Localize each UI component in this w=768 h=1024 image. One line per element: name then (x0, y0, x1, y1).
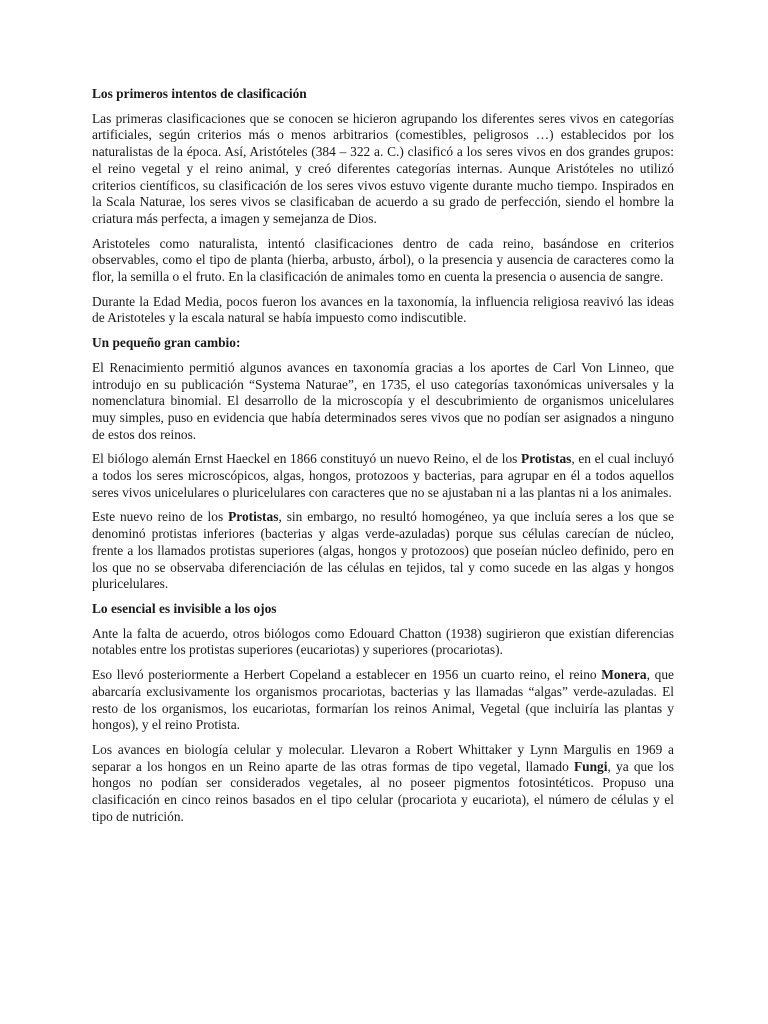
paragraph (92, 236, 674, 286)
paragraph-text: Los avances en biología celular y molecular. Llevaron a Robert Whittaker y Lynn Margulis en 1969 a separar a los hongos en un Reino aparte de las otras formas de tipo vegetal, llamado (92, 741, 674, 774)
paragraph-text: El biólogo alemán Ernst Haeckel en 1866 constituyó un nuevo Reino, el de los (92, 451, 522, 467)
paragraph-text: Las primeras clasificaciones que se conocen se hicieron agrupando los diferentes seres vivos en categorías artificiales, según criterios más o menos arbitrarios (comestibles, peligrosos …) establecidos por los naturalistas de la época. Así, Aristóteles (384 – 322 a. C.) clasificó a los seres vivos en dos grandes grupos: el reino vegetal y el reino animal, y creó diferentes categorías internas. Aunque Aristóteles no utilizó criterios científicos, su clasificación de los seres vivos estuvo vigente durante mucho tiempo. Inspirados en la Scala Naturae, los seres vivos se clasificaban de acuerdo a su grado de perfección, siendo el hombre la criatura más perfecta, a imagen y semejanza de Dios. (92, 110, 674, 226)
section-heading: Lo esencial es invisible a los ojos (92, 600, 277, 616)
paragraph-text: Este nuevo reino de los (92, 509, 229, 525)
paragraph (92, 509, 674, 593)
paragraph-text: Durante la Edad Media, pocos fueron los avances en la taxonomía, la influencia religiosa reavivó las ideas de Aristoteles y la escala natural se había impuesto como indiscutible. (92, 293, 674, 326)
paragraph-text: Eso llevó posteriormente a Herbert Copeland a establecer en 1956 un cuarto reino, el reino (92, 667, 602, 683)
paragraph (92, 111, 674, 228)
paragraph-text: Aristoteles como naturalista, intentó clasificaciones dentro de cada reino, basándose en criterios observables, como el tipo de planta (hierba, arbusto, árbol), o la presencia y ausencia de caracteres como la flor, la semilla o el fruto. En la clasificación de animales tomo en cuenta la presencia o ausencia de sangre. (92, 235, 674, 285)
bold-term: Protistas (521, 451, 572, 467)
paragraph-text: , en el cual incluyó a todos los seres microscópicos, algas, hongos, protozoos y bacterias, para agrupar en él a todos aquellos seres vivos unicelulares o pluricelulares con caracteres que no se ajustaban ni a las plantas ni a los animales. (92, 451, 674, 500)
document-page (92, 86, 674, 833)
paragraph-text: El Renacimiento permitió algunos avances en taxonomía gracias a los aportes de Carl Von Linneo, que introdujo en su publicación “Systema Naturae”, en 1735, el uso categorías taxonómicas universales y la nomenclatura binomial. El desarrollo de la microscopía y el descubrimiento de organismos unicelulares muy simples, puso en evidencia que había determinados seres vivos que no podían ser asignados a ninguno de estos dos reinos. (92, 359, 674, 442)
paragraph-text: , ya que los hongos no podían ser considerados vegetales, al no poseer pigmentos fotosintéticos. Propuso una clasificación en cinco reinos basados en el tipo celular (procariota y eucariota), el número de células y el tipo de nutrición. (92, 758, 674, 824)
section-heading: Los primeros intentos de clasificación (92, 86, 307, 101)
paragraph (92, 667, 674, 734)
paragraph-text: , que abarcaría exclusivamente los organismos procariotas, bacterias y las llamadas “algas” verde-azuladas. El resto de los organismos, los eucariotas, formarían los reinos Animal, Vegetal (que incluiría las plantas y hongos), y el reino Protista. (92, 667, 674, 733)
section-heading: Un pequeño gran cambio: (92, 335, 241, 351)
paragraph-text: Ante la falta de acuerdo, otros biólogos como Edouard Chatton (1938) sugirieron que existían diferencias notables entre los protistas superiores (eucariotas) y superiores (procariotas). (92, 625, 674, 658)
paragraph (92, 451, 674, 501)
paragraph (92, 360, 674, 444)
bold-term: Fungi (573, 758, 608, 774)
paragraph (92, 626, 674, 659)
bold-term: Monera (601, 667, 647, 683)
paragraph (92, 294, 674, 327)
paragraph-text: , sin embargo, no resultó homogéneo, ya que incluía seres a los que se denominó protistas inferiores (bacterias y algas verde-azuladas) porque sus células carecían de núcleo, frente a los llamados protistas superiores (algas, hongos y protozoos) que poseían núcleo definido, pero en los que no se observaba diferenciación de las células en tejidos, tal y como sucede en las algas y hongos pluricelulares. (92, 509, 675, 592)
paragraph (92, 742, 674, 826)
bold-term: Protistas (228, 509, 279, 525)
